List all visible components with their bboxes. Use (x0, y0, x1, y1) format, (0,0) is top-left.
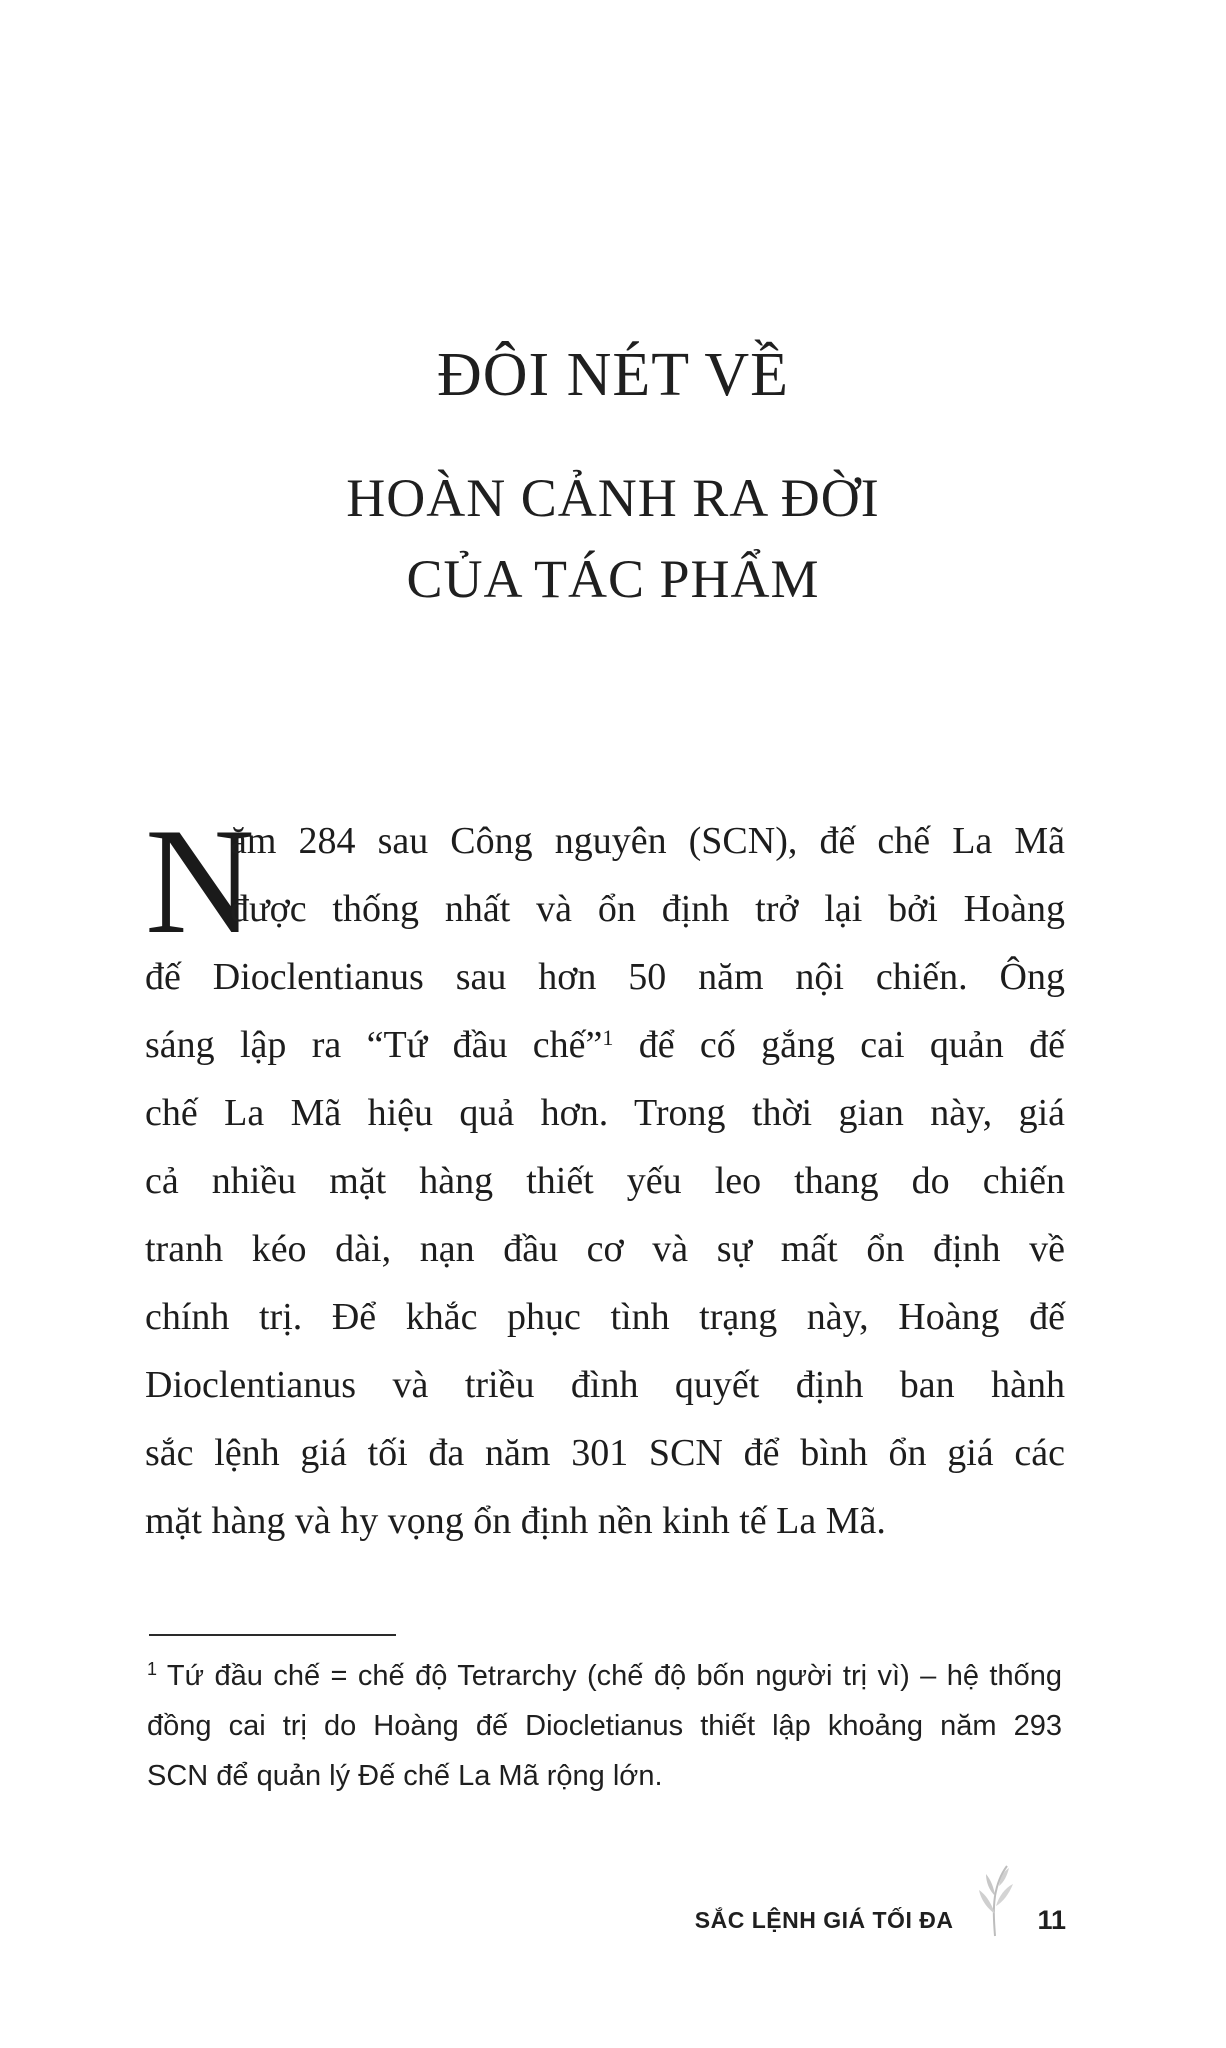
footnote-line (147, 1651, 1062, 1701)
body-line: được thống nhất và ổn định trở lại bởi Hoàng (230, 888, 1065, 930)
body-line: ăm 284 sau Công nguyên (SCN), đế chế La Mã (230, 820, 1065, 862)
footnote-line: SCN để quản lý Đế chế La Mã rộng lớn. (147, 1760, 663, 1792)
body-line: đế Dioclentianus sau hơn 50 năm nội chiến. Ông (145, 956, 1065, 998)
body-line: chế La Mã hiệu quả hơn. Trong thời gian này, giá (145, 1092, 1065, 1134)
footnote (147, 1651, 1062, 1801)
body-text-segment: sáng lập ra “Tứ đầu chế” (145, 1024, 603, 1066)
leaf-icon (971, 1862, 1019, 1938)
body-line-with-footnote-ref (145, 1011, 1065, 1079)
running-footer (695, 1902, 1066, 1938)
body-line: Dioclentianus và triều đình quyết định ban hành (145, 1364, 1065, 1406)
body-line: cả nhiều mặt hàng thiết yếu leo thang do chiến (145, 1160, 1065, 1202)
body-line: tranh kéo dài, nạn đầu cơ và sự mất ổn định về (145, 1228, 1065, 1270)
chapter-title-line-3: CỦA TÁC PHẨM (406, 549, 820, 609)
body-line: sắc lệnh giá tối đa năm 301 SCN để bình ổn giá các (145, 1432, 1065, 1474)
footnote-reference: 1 (602, 1025, 614, 1050)
body-text-segment: để cố gắng cai quản đế (613, 1024, 1065, 1066)
chapter-title-line-2: HOÀN CẢNH RA ĐỜI (346, 468, 880, 528)
running-title: SẮC LỆNH GIÁ TỐI ĐA (694, 1906, 954, 1933)
footnote-divider (149, 1634, 396, 1636)
footnote-line: đồng cai trị do Hoàng đế Diocletianus thiết lập khoảng năm 293 (147, 1710, 1062, 1742)
body-line: mặt hàng và hy vọng ổn định nền kinh tế La Mã. (145, 1500, 886, 1542)
page-number: 11 (1037, 1904, 1066, 1935)
drop-cap-letter: N (145, 797, 255, 965)
body-line: chính trị. Để khắc phục tình trạng này, Hoàng đế (145, 1296, 1065, 1338)
chapter-title-line-1: ĐÔI NÉT VỀ (436, 341, 790, 409)
body-paragraph (145, 797, 1065, 1555)
footnote-text: Tứ đầu chế = chế độ Tetrarchy (chế độ bốn người trị vì) – hệ thống (157, 1660, 1062, 1692)
footnote-marker: 1 (147, 1659, 158, 1679)
